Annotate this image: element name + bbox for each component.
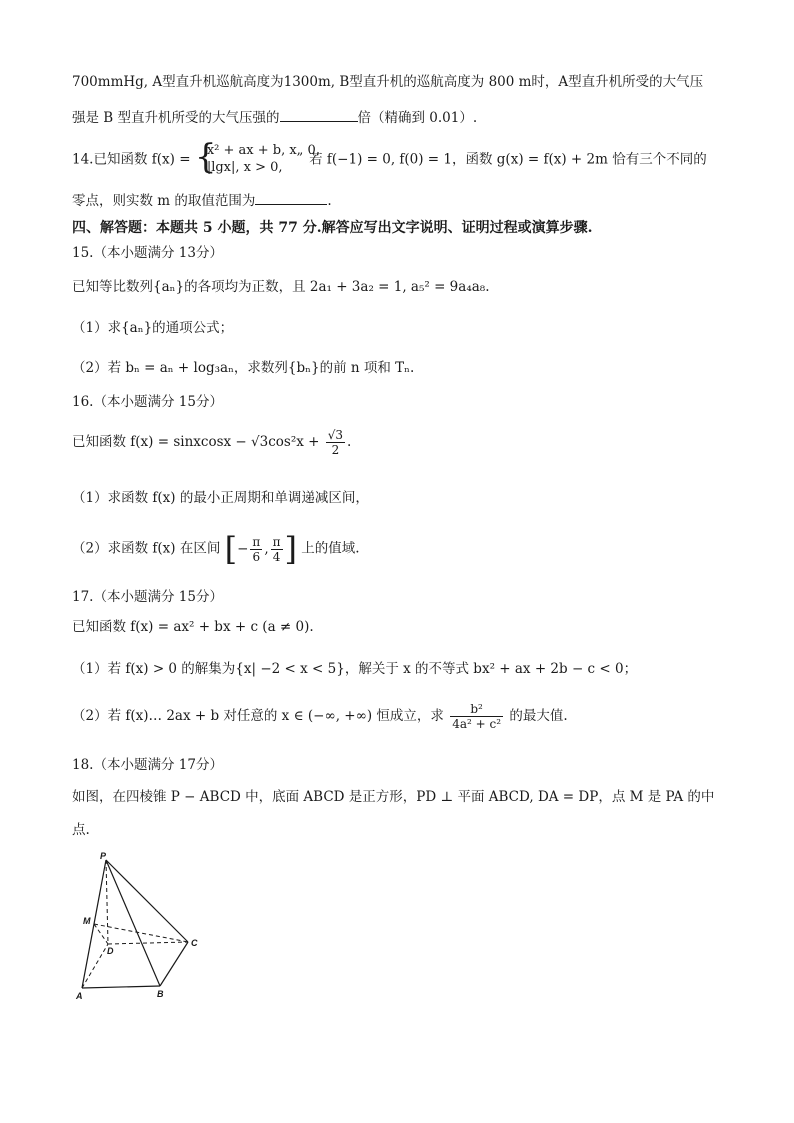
q17-frac-num: b² — [450, 702, 503, 717]
q16-int-right — [271, 535, 283, 564]
pyramid-figure — [72, 850, 204, 1002]
q17-fraction — [450, 702, 503, 731]
q14-brace: { — [194, 137, 217, 177]
label-M: M — [83, 916, 91, 926]
q15-part2: （2）若 bₙ = aₙ + log₃aₙ，求数列{bₙ}的前 n 项和 Tₙ. — [72, 360, 415, 376]
q17-stem: 已知函数 f(x) = ax² + bx + c (a ≠ 0). — [72, 619, 314, 635]
q16-right-bracket: ] — [284, 530, 297, 568]
q18-head: 18.（本小题满分 17分） — [72, 757, 223, 773]
q16-left-bracket: [ — [224, 530, 238, 568]
q13-line2 — [72, 107, 477, 128]
q16-stem — [72, 428, 351, 457]
edge-MD — [94, 924, 108, 944]
q17-part2-end: 的最大值. — [509, 708, 568, 724]
edge-PB — [106, 860, 160, 986]
q15-head: 15.（本小题满分 13分） — [72, 245, 223, 261]
q14-line2-text: 零点，则实数 m 的取值范围为 — [72, 193, 256, 209]
q15-stem: 已知等比数列{aₙ}的各项均为正数，且 2a₁ + 3a₂ = 1, a₅² = 9a₄a₈. — [72, 279, 490, 295]
edge-BC — [160, 942, 188, 986]
q14-line1 — [72, 137, 707, 177]
edge-PD — [106, 860, 108, 944]
q15-part1: （1）求{aₙ}的通项公式； — [72, 320, 234, 336]
q16-head: 16.（本小题满分 15分） — [72, 394, 223, 410]
section-heading: 四、解答题：本题共 5 小题，共 77 分.解答应写出文字说明、证明过程或演算步骤. — [72, 220, 593, 236]
label-D: D — [107, 946, 114, 956]
q18-line2: 点. — [72, 822, 90, 838]
q16-frac-den: 2 — [331, 443, 340, 457]
q17-part2 — [72, 702, 568, 731]
q17-frac-den: 4a² + c² — [452, 717, 502, 731]
q14-line2 — [72, 190, 332, 211]
q16-int-right-num: π — [272, 534, 281, 549]
q17-part2-text: （2）若 f(x)… 2ax + b 对任意的 x ∈ (−∞, +∞) 恒成立，求 — [72, 708, 444, 724]
q16-int-right-den: 4 — [272, 549, 281, 564]
label-C: C — [191, 938, 198, 948]
q17-part1: （1）若 f(x) > 0 的解集为{x| −2 < x < 5}，解关于 x 的不等式 bx² + ax + 2b − c < 0； — [72, 661, 638, 677]
q16-int-left-den: 6 — [252, 549, 261, 564]
q13-answer-blank[interactable] — [280, 107, 358, 122]
q17-head: 17.（本小题满分 15分） — [72, 589, 223, 605]
q13-line1: 700mmHg, A型直升机巡航高度为1300m, B型直升机的巡航高度为 800 m时，A型直升机所受的大气压 — [72, 74, 704, 90]
q16-part2-text: （2）求函数 f(x) 在区间 — [72, 540, 221, 557]
edge-PC — [106, 860, 188, 942]
label-P: P — [100, 851, 107, 861]
q13-line2-end: 倍（精确到 0.01）. — [357, 110, 478, 126]
q16-part2-end: 上的值域. — [301, 540, 360, 557]
q16-stem-fraction — [326, 428, 345, 457]
q14-mid: 若 f(−1) = 0, f(0) = 1，函数 g(x) = f(x) + 2m 恰有三个不同的 — [309, 151, 707, 168]
q14-piecewise — [194, 137, 320, 177]
q16-int-left — [250, 535, 262, 564]
edge-DC — [108, 942, 188, 944]
q16-part2: （2）求函数 f(x) 在区间 [− $\frac{\pi}{6}$ , $\frac{\pi}{4}$ ] 上的值域. — [72, 530, 360, 568]
q14-case1: x² + ax + b, x„ 0, — [206, 143, 320, 158]
q18-line1: 如图，在四棱锥 P − ABCD 中，底面 ABCD 是正方形，PD ⊥ 平面 ABCD, DA = DP，点 M 是 PA 的中 — [72, 789, 715, 805]
label-A: A — [76, 991, 83, 1001]
label-B: B — [157, 989, 164, 999]
q13-line2-text: 强是 B 型直升机所受的大气压强的 — [72, 110, 280, 126]
q16-stem-text: 已知函数 f(x) = sinxcosx − √3cos²x + — [72, 434, 320, 450]
q14-end: . — [327, 193, 332, 209]
q16-int-left-num: π — [252, 534, 261, 549]
edge-AB — [82, 986, 160, 988]
q14-answer-blank[interactable] — [255, 190, 327, 205]
q14-case2: |lgx|, x > 0, — [206, 160, 283, 175]
q16-part1: （1）求函数 f(x) 的最小正周期和单调递减区间， — [72, 490, 369, 506]
q14-prefix: 14.已知函数 f(x) = — [72, 151, 191, 168]
q16-stem-end: . — [347, 434, 352, 450]
q16-frac-num: √3 — [327, 428, 344, 442]
